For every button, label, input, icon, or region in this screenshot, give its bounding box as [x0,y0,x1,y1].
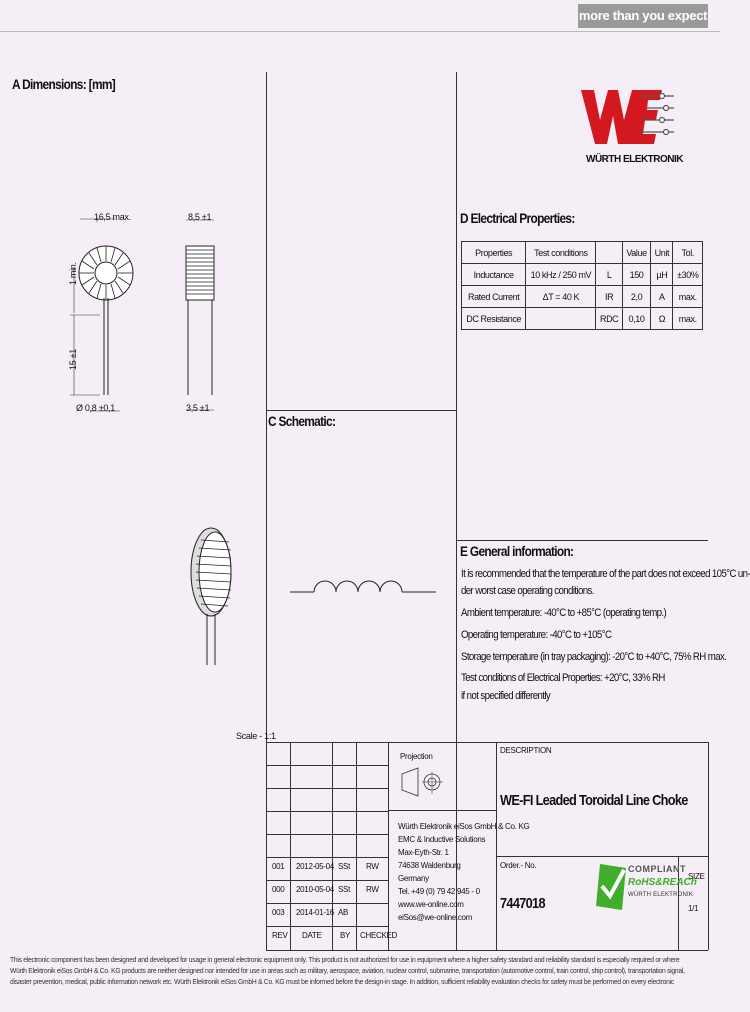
footer-line-2: Würth Elektronik eiSos GmbH & Co. KG products are neither designed nor intended for use in areas such as military, aerospace, aviation, nuclear control, submarine, transportation (automotive control, train control, ship control), transportation signal, [10,966,685,975]
cell: 150 [622,264,650,286]
header-value: Value [622,242,650,264]
tb-row-4 [266,834,388,835]
compliance-check-icon [594,862,628,912]
tb-row-2 [266,788,388,789]
date-1: 2012-05-04 [296,862,334,871]
header-checked: CHECKED [360,931,398,940]
cell: RDC [596,308,622,330]
info-line-1: It is recommended that the temperature of the part does not exceed 105°C un- [461,568,750,580]
info-line-3: Ambient temperature: -40°C to +85°C (operating temp.) [461,607,667,619]
table-row [462,286,703,308]
cell: 2,0 [622,286,650,308]
header-by: BY [340,931,351,940]
table-header-row [462,242,703,264]
cell: max. [673,308,703,330]
dim-lead-length-label: 15 ±1 [68,349,78,370]
description-label: DESCRIPTION [500,746,552,755]
section-c-title: C Schematic: [268,413,336,429]
company-name: WÜRTH ELEKTRONIK [586,154,683,165]
titleblock-right [708,742,709,950]
product-title: WE-FI Leaded Toroidal Line Choke [500,792,688,809]
cell: Ω [651,308,673,330]
cell: IR [596,286,622,308]
by-1: SSt [338,862,350,871]
checked-1: RW [366,862,379,871]
address-line-1: Würth Elektronik eiSos GmbH & Co. KG [398,822,530,831]
header-rev: REV [272,931,288,940]
tb-grid-v1 [290,742,291,950]
tb-row-6 [266,880,388,881]
titleblock-bottom [266,950,708,951]
cell: 0,10 [622,308,650,330]
date-2: 2010-05-04 [296,885,334,894]
tagline-banner: more than you expect [578,4,708,28]
toroid-side-drawing [178,210,228,430]
dim-pitch-label: 3,5 ±1 [186,403,210,413]
divider-e [456,540,708,541]
by-2: SSt [338,885,350,894]
toroid-3d-drawing [185,520,245,670]
tb-grid-v3 [356,742,357,950]
dim-wire-label: Ø 0,8 ±0,1 [76,403,115,413]
section-a-title: A Dimensions: [mm] [12,76,116,92]
header-properties: Properties [462,242,526,264]
cell [526,308,596,330]
table-row [462,264,703,286]
tb-row-7 [266,903,388,904]
cell: A [651,286,673,308]
cell: ±30% [673,264,703,286]
table-row [462,308,703,330]
rohs-label: RoHS&REACh [628,877,697,888]
tb-row-5 [266,857,388,858]
address-line-6: Tel. +49 (0) 79 42 945 - 0 [398,887,480,896]
rev-1: 001 [272,862,285,871]
tb-grid-v5 [496,742,497,950]
info-line-6: Test conditions of Electrical Properties: +20°C, 33% RH [461,672,665,684]
divider-mid [456,72,457,950]
cell: 10 kHz / 250 mV [526,264,596,286]
tb-row-8 [266,926,388,927]
address-line-2: EMC & Inductive Solutions [398,835,486,844]
size-label: SIZE [688,872,705,881]
cell: Inductance [462,264,526,286]
tb-grid-v2 [332,742,333,950]
dim-width-label: 16,5 max. [94,212,131,222]
tb-desc-bottom [496,856,708,857]
checked-2: RW [366,885,379,894]
tb-row-1 [266,765,388,766]
info-line-2: der worst case operating conditions. [461,585,594,597]
address-line-5: Germany [398,874,429,883]
section-d-title: D Electrical Properties: [460,210,575,226]
compliant-label: COMPLIANT [628,864,686,874]
projection-label: Projection [400,752,433,761]
we-logo [576,82,676,152]
scale-label: Scale - 1:1 [236,731,276,741]
footer-line-1: This electronic component has been designed and developed for usage in general electronic equipment only. This product is not authorized for use in equipment where a higher safety standard and reliability standard is especially required or where [10,955,680,964]
address-line-7: www.we-online.com [398,900,464,909]
dim-thickness-label: 8,5 ±1 [188,212,212,222]
electrical-properties-table [461,241,703,330]
divider-c [266,410,456,411]
tb-grid-v4 [388,742,389,950]
cell: L [596,264,622,286]
toroid-front-drawing [60,205,140,425]
order-code-label: Order.- No. [500,861,537,870]
rev-2: 000 [272,885,285,894]
date-3: 2014-01-16 [296,908,334,917]
projection-icon [398,764,444,800]
address-line-4: 74638 Waldenburg [398,861,461,870]
header-tol: Tol. [673,242,703,264]
header-symbol [596,242,622,264]
by-3: AB [338,908,349,917]
tb-proj-bottom [388,810,496,811]
header-unit: Unit [651,242,673,264]
divider-left [266,72,267,950]
page-label: 1/1 [688,904,699,913]
header-rule [0,31,720,32]
header-date: DATE [302,931,322,940]
order-code: 7447018 [500,895,545,912]
tb-row-3 [266,811,388,812]
header-test-conditions: Test conditions [526,242,596,264]
info-line-7: if not specified differently [461,690,551,702]
info-line-5: Storage temperature (in tray packaging): -20°C to +40°C, 75% RH max. [461,651,727,663]
compliant-company: WÜRTH ELEKTRONIK [628,892,694,898]
rev-3: 003 [272,908,285,917]
address-line-3: Max-Eyth-Str. 1 [398,848,449,857]
info-line-4: Operating temperature: -40°C to +105°C [461,629,612,641]
section-e-title: E General information: [460,543,574,559]
address-line-8: eiSos@we-online.com [398,913,473,922]
cell: DC Resistance [462,308,526,330]
cell: µH [651,264,673,286]
dim-min-label: 1 min. [68,262,78,285]
inductor-schematic [290,560,440,600]
cell: Rated Current [462,286,526,308]
cell: ΔT = 40 K [526,286,596,308]
footer-line-3: disaster prevention, medical, public information network etc. Würth Elektronik eiSos GmbH & Co. KG must be informed before the design-in stage. In addition, sufficient reliability evaluation checks for safety must be performed on every electronic [10,977,674,986]
cell: max. [673,286,703,308]
